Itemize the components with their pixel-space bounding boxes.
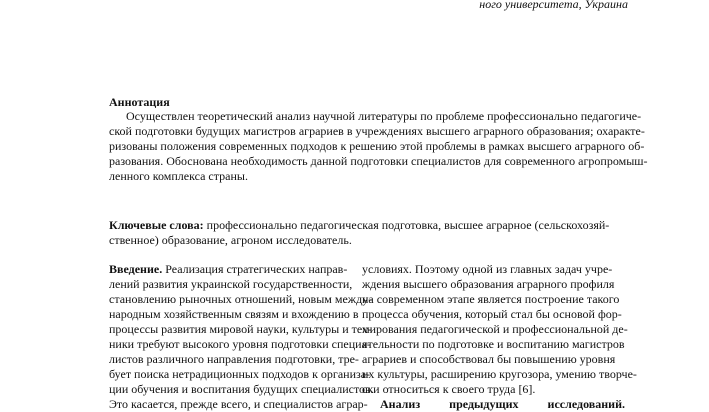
- abstract-heading: Аннотация: [109, 95, 170, 109]
- section-heading-previous-research: Анализ предыдущих исследований.: [380, 397, 625, 411]
- right-col-line-7: аграриев и способствовал бы повышению уровня: [362, 352, 616, 366]
- left-col-line-8: ции обучения и воспитания будущих специалистов.: [109, 382, 374, 396]
- left-col-line-3: народным хозяйственным связям и вхождению в: [109, 307, 359, 321]
- abstract-line-2: ской подготовки будущих магистров аграриев в учреждениях высшего аграрного образования; охаракте-: [109, 124, 645, 138]
- left-col-line-9: Это касается, прежде всего, и специалистов аграр-: [109, 397, 368, 411]
- left-col-line-7: бует поиска нетрадиционных подходов к организа-: [109, 367, 371, 381]
- left-col-line-2: становлению рыночных отношений, новым между-: [109, 292, 373, 306]
- header-affiliation: ного университета, Украина: [479, 0, 628, 11]
- abstract-line-5: ленного комплекса страны.: [109, 169, 248, 183]
- left-col-line-4: процессы развития мировой науки, культуры и тех-: [109, 322, 373, 336]
- right-col-line-1: условиях. Поэтому одной из главных задач учре-: [362, 262, 613, 276]
- keywords-line-2: ственное) образование, агроном исследователь.: [109, 233, 352, 247]
- right-col-line-9: ски относиться к своего труда [6].: [362, 382, 536, 396]
- right-col-line-5: мирования педагогической и профессиональной де-: [362, 322, 628, 336]
- left-col-line-0: [109, 262, 347, 277]
- abstract-line-1: Осуществлен теоретический анализ научной литературы по проблеме профессионально педагогиче-: [126, 109, 642, 123]
- right-col-line-8: их культуры, расширению кругозора, умению творче-: [362, 367, 637, 381]
- right-col-line-2: ждения высшего образования аграрного профиля: [362, 277, 615, 291]
- abstract-line-3: ризованы положения современных подходов к решению этой проблемы в рамках высшего аграрного об-: [109, 139, 645, 153]
- right-col-line-6: ятельности по подготовке и воспитанию магистров: [362, 337, 625, 351]
- right-col-line-3: на современном этапе является построение такого: [362, 292, 620, 306]
- introduction-label: Введение.: [109, 262, 163, 276]
- left-col-line-6: листов различного направления подготовки, тре-: [109, 352, 359, 366]
- keywords-text: профессионально педагогическая подготовка, высшее аграрное (сельскохозяй-: [203, 218, 610, 232]
- right-col-line-4: процесса обучения, который стал бы основой фор-: [362, 307, 622, 321]
- left-col-line-1: лений развития украинской государственности,: [109, 277, 353, 291]
- introduction-text: Реализация стратегических направ-: [162, 262, 348, 276]
- keywords-label: Ключевые слова:: [109, 218, 204, 232]
- abstract-line-4: разования. Обоснована необходимость данной подготовки специалистов для современного агропромыш-: [109, 154, 648, 168]
- keywords-line-1: [109, 218, 609, 233]
- left-col-line-5: ники требуют высокого уровня подготовки специа-: [109, 337, 371, 351]
